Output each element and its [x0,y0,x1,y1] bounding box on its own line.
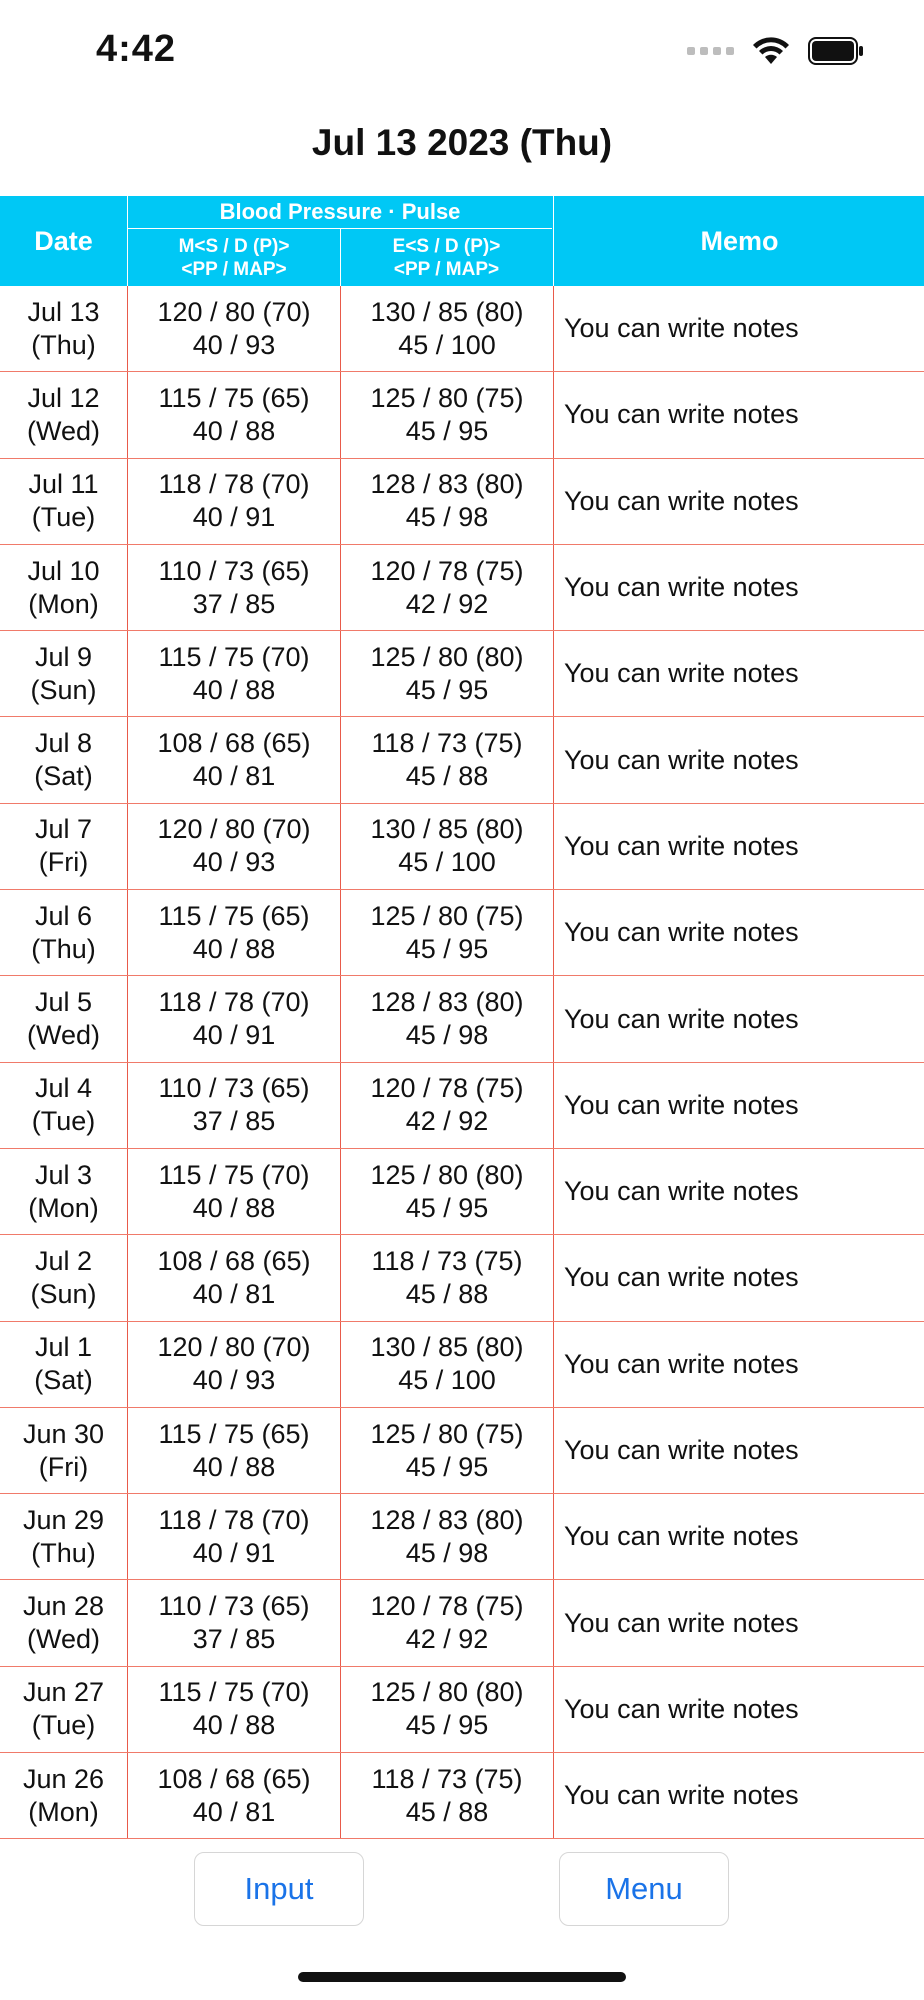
morning-cell [128,459,341,544]
evening-bp: 120 / 78 (75) [370,1073,524,1104]
date-cell [0,545,128,630]
evening-bp: 125 / 80 (80) [370,1159,524,1190]
memo-text: You can write notes [564,1089,799,1120]
evening-bp: 130 / 85 (80) [370,814,524,845]
memo-text: You can write notes [564,1003,799,1034]
evening-pp-map: 45 / 88 [405,1278,489,1309]
morning-pp-map: 40 / 88 [192,1451,276,1482]
memo-cell [554,1753,924,1838]
weekday-label: (Wed) [26,415,100,446]
table-row[interactable] [0,545,924,631]
evening-bp: 130 / 85 (80) [370,296,524,327]
status-time: 4:42 [96,28,177,70]
morning-pp-map: 40 / 88 [192,415,276,446]
morning-pp-map: 40 / 88 [192,1192,276,1223]
evening-cell [341,1753,554,1838]
memo-text: You can write notes [564,313,799,344]
morning-cell [128,545,341,630]
table-row[interactable] [0,631,924,717]
weekday-label: (Sat) [34,761,93,792]
memo-cell [554,976,924,1061]
morning-bp: 108 / 68 (65) [157,1245,311,1276]
date-cell [0,1408,128,1493]
memo-text: You can write notes [564,572,799,603]
table-row[interactable] [0,1149,924,1235]
evening-pp-map: 42 / 92 [405,1106,489,1137]
evening-cell [341,1408,554,1493]
memo-text: You can write notes [564,1176,799,1207]
morning-bp: 110 / 73 (65) [158,555,310,586]
memo-cell [554,545,924,630]
evening-pp-map: 45 / 95 [405,1451,489,1482]
morning-bp: 115 / 75 (65) [158,1418,310,1449]
morning-cell [128,890,341,975]
memo-text: You can write notes [564,1262,799,1293]
evening-pp-map: 45 / 100 [398,1365,496,1396]
morning-cell [128,804,341,889]
input-button[interactable]: Input [194,1852,364,1926]
weekday-label: (Sat) [34,1365,93,1396]
memo-cell [554,1494,924,1579]
evening-cell [341,459,554,544]
weekday-label: (Mon) [28,1796,99,1827]
morning-cell [128,286,341,371]
morning-bp: 108 / 68 (65) [157,1763,311,1794]
evening-pp-map: 45 / 100 [398,847,496,878]
evening-pp-map: 42 / 92 [405,588,489,619]
morning-bp: 115 / 75 (70) [158,1677,310,1708]
table-row[interactable] [0,890,924,976]
date-cell [0,1322,128,1407]
table-rows [0,286,924,1839]
date-cell [0,631,128,716]
date-label: Jul 8 [34,728,93,759]
date-cell [0,286,128,371]
table-row[interactable] [0,1753,924,1839]
morning-pp-map: 40 / 81 [192,1278,276,1309]
header-morning-line2: <PP / MAP> [181,258,287,280]
date-cell [0,1149,128,1234]
evening-bp: 125 / 80 (75) [370,900,524,931]
memo-text: You can write notes [564,485,799,516]
weekday-label: (Wed) [26,1020,100,1051]
morning-pp-map: 40 / 93 [192,329,276,360]
wifi-icon [752,36,790,66]
evening-pp-map: 45 / 95 [405,1710,489,1741]
date-label: Jun 28 [22,1591,105,1622]
date-label: Jul 13 [27,296,100,327]
morning-pp-map: 40 / 93 [192,1365,276,1396]
morning-bp: 120 / 80 (70) [157,814,311,845]
morning-cell [128,976,341,1061]
table-row[interactable] [0,976,924,1062]
evening-pp-map: 45 / 95 [405,415,489,446]
date-label: Jun 27 [22,1677,105,1708]
table-row[interactable] [0,1322,924,1408]
morning-cell [128,372,341,457]
morning-cell [128,1408,341,1493]
memo-text: You can write notes [564,1435,799,1465]
evening-bp: 118 / 73 (75) [371,728,523,759]
date-cell [0,717,128,802]
table-row[interactable] [0,459,924,545]
evening-bp: 125 / 80 (80) [370,1677,524,1708]
date-label: Jul 3 [34,1159,93,1190]
morning-bp: 120 / 80 (70) [157,1332,311,1363]
evening-bp: 125 / 80 (80) [370,641,524,672]
weekday-label: (Thu) [31,1537,96,1568]
evening-cell [341,372,554,457]
memo-text: You can write notes [564,1607,799,1638]
evening-pp-map: 45 / 100 [398,329,496,360]
evening-bp: 125 / 80 (75) [370,382,524,413]
date-label: Jul 6 [34,900,93,931]
weekday-label: (Thu) [31,329,96,360]
evening-bp: 128 / 83 (80) [370,469,524,500]
morning-pp-map: 40 / 88 [192,933,276,964]
morning-cell [128,1149,341,1234]
evening-bp: 118 / 73 (75) [371,1245,523,1276]
header-group: Blood Pressure · Pulse [128,196,552,229]
morning-pp-map: 37 / 85 [192,1106,276,1137]
date-cell [0,1753,128,1838]
morning-bp: 108 / 68 (65) [157,728,311,759]
morning-cell [128,1063,341,1148]
evening-bp: 125 / 80 (75) [370,1418,524,1449]
memo-cell [554,286,924,371]
evening-pp-map: 45 / 95 [405,674,489,705]
date-cell [0,804,128,889]
morning-pp-map: 40 / 93 [192,847,276,878]
memo-text: You can write notes [564,917,799,948]
date-label: Jun 26 [22,1763,105,1794]
date-cell [0,1235,128,1320]
evening-pp-map: 45 / 95 [405,1192,489,1223]
evening-cell [341,1494,554,1579]
evening-cell [341,1322,554,1407]
date-label: Jun 29 [22,1504,105,1535]
morning-cell [128,1494,341,1579]
evening-pp-map: 45 / 98 [405,1537,489,1568]
memo-text: You can write notes [564,1780,799,1811]
weekday-label: (Sun) [30,674,97,705]
evening-cell [341,890,554,975]
evening-pp-map: 45 / 88 [405,1796,489,1827]
morning-bp: 118 / 78 (70) [158,987,310,1018]
menu-button[interactable]: Menu [559,1852,729,1926]
weekday-label: (Fri) [38,847,89,878]
weekday-label: (Tue) [31,1106,96,1137]
header-memo: Memo [553,196,924,286]
table-row[interactable] [0,286,924,372]
morning-bp: 115 / 75 (70) [158,641,310,672]
date-label: Jul 7 [34,814,93,845]
morning-pp-map: 40 / 81 [192,761,276,792]
memo-text: You can write notes [564,744,799,775]
weekday-label: (Fri) [38,1451,89,1482]
weekday-label: (Wed) [26,1624,100,1655]
memo-cell [554,1235,924,1320]
date-cell [0,976,128,1061]
weekday-label: (Mon) [28,1192,99,1223]
header-evening-line2: <PP / MAP> [393,258,500,280]
evening-pp-map: 42 / 92 [405,1624,489,1655]
morning-cell [128,1580,341,1665]
status-bar [0,0,924,100]
table-row[interactable] [0,1408,924,1494]
memo-cell [554,1149,924,1234]
status-icons [687,36,864,66]
morning-pp-map: 40 / 81 [192,1796,276,1827]
morning-cell [128,1235,341,1320]
evening-bp: 118 / 73 (75) [371,1763,523,1794]
date-label: Jul 1 [34,1332,93,1363]
cellular-signal-icon [687,47,734,55]
morning-pp-map: 37 / 85 [192,588,276,619]
date-label: Jul 12 [27,382,100,413]
memo-cell [554,717,924,802]
date-cell [0,1580,128,1665]
memo-cell [554,1667,924,1752]
memo-text: You can write notes [564,399,799,430]
morning-pp-map: 40 / 88 [192,1710,276,1741]
table-row[interactable] [0,372,924,458]
evening-cell [341,1235,554,1320]
header-morning-line1: M<S / D (P)> [178,235,290,257]
morning-pp-map: 37 / 85 [192,1624,276,1655]
morning-bp: 115 / 75 (70) [158,1159,310,1190]
home-indicator [298,1972,626,1982]
evening-bp: 120 / 78 (75) [370,1591,524,1622]
date-cell [0,459,128,544]
evening-cell [341,1580,554,1665]
header-date: Date [0,196,128,286]
table-row[interactable] [0,1667,924,1753]
page-title: Jul 13 2023 (Thu) [311,122,613,163]
morning-pp-map: 40 / 91 [192,502,276,533]
header-evening-line1: E<S / D (P)> [392,235,501,257]
evening-pp-map: 45 / 98 [405,502,489,533]
evening-pp-map: 45 / 95 [405,933,489,964]
morning-bp: 120 / 80 (70) [157,296,311,327]
morning-bp: 115 / 75 (65) [158,382,310,413]
table-header [0,196,924,286]
weekday-label: (Thu) [31,933,96,964]
memo-text: You can write notes [564,1348,799,1379]
evening-cell [341,286,554,371]
weekday-label: (Tue) [31,502,96,533]
evening-cell [341,1667,554,1752]
date-cell [0,1494,128,1579]
table-row[interactable] [0,1580,924,1666]
date-label: Jul 10 [27,555,100,586]
header-evening [341,229,552,286]
evening-bp: 130 / 85 (80) [370,1332,524,1363]
bp-table[interactable] [0,196,924,1840]
evening-bp: 128 / 83 (80) [370,1504,524,1535]
date-label: Jun 30 [22,1418,105,1449]
morning-bp: 110 / 73 (65) [158,1591,310,1622]
date-label: Jul 2 [34,1245,93,1276]
memo-text: You can write notes [564,1693,799,1724]
memo-cell [554,804,924,889]
date-cell [0,890,128,975]
evening-cell [341,717,554,802]
memo-cell [554,1580,924,1665]
evening-bp: 128 / 83 (80) [370,987,524,1018]
date-label: Jul 5 [34,987,93,1018]
evening-pp-map: 45 / 98 [405,1020,489,1051]
date-cell [0,372,128,457]
memo-cell [554,372,924,457]
table-row[interactable] [0,717,924,803]
memo-text: You can write notes [564,830,799,861]
memo-cell [554,1322,924,1407]
evening-cell [341,1063,554,1148]
date-label: Jul 9 [34,641,93,672]
battery-icon [808,37,864,65]
memo-cell [554,890,924,975]
morning-bp: 118 / 78 (70) [158,1504,310,1535]
table-row[interactable] [0,1494,924,1580]
morning-cell [128,717,341,802]
memo-text: You can write notes [564,658,799,689]
date-label: Jul 11 [28,469,99,500]
weekday-label: (Mon) [28,588,99,619]
evening-cell [341,976,554,1061]
evening-cell [341,804,554,889]
evening-cell [341,631,554,716]
memo-cell [554,1063,924,1148]
morning-bp: 118 / 78 (70) [158,469,310,500]
date-cell [0,1063,128,1148]
evening-pp-map: 45 / 88 [405,761,489,792]
memo-cell [554,1408,924,1493]
evening-cell [341,545,554,630]
table-row[interactable] [0,1063,924,1149]
morning-pp-map: 40 / 88 [192,674,276,705]
evening-bp: 120 / 78 (75) [370,555,524,586]
morning-pp-map: 40 / 91 [192,1537,276,1568]
morning-bp: 110 / 73 (65) [158,1073,310,1104]
date-cell [0,1667,128,1752]
morning-pp-map: 40 / 91 [192,1020,276,1051]
memo-text: You can write notes [564,1521,799,1552]
morning-cell [128,1322,341,1407]
morning-cell [128,631,341,716]
memo-cell [554,631,924,716]
morning-bp: 115 / 75 (65) [158,900,310,931]
morning-cell [128,1667,341,1752]
weekday-label: (Tue) [31,1710,96,1741]
table-row[interactable] [0,1235,924,1321]
memo-cell [554,459,924,544]
table-row[interactable] [0,804,924,890]
evening-cell [341,1149,554,1234]
weekday-label: (Sun) [30,1278,97,1309]
date-label: Jul 4 [34,1073,93,1104]
header-morning [128,229,341,286]
morning-cell [128,1753,341,1838]
